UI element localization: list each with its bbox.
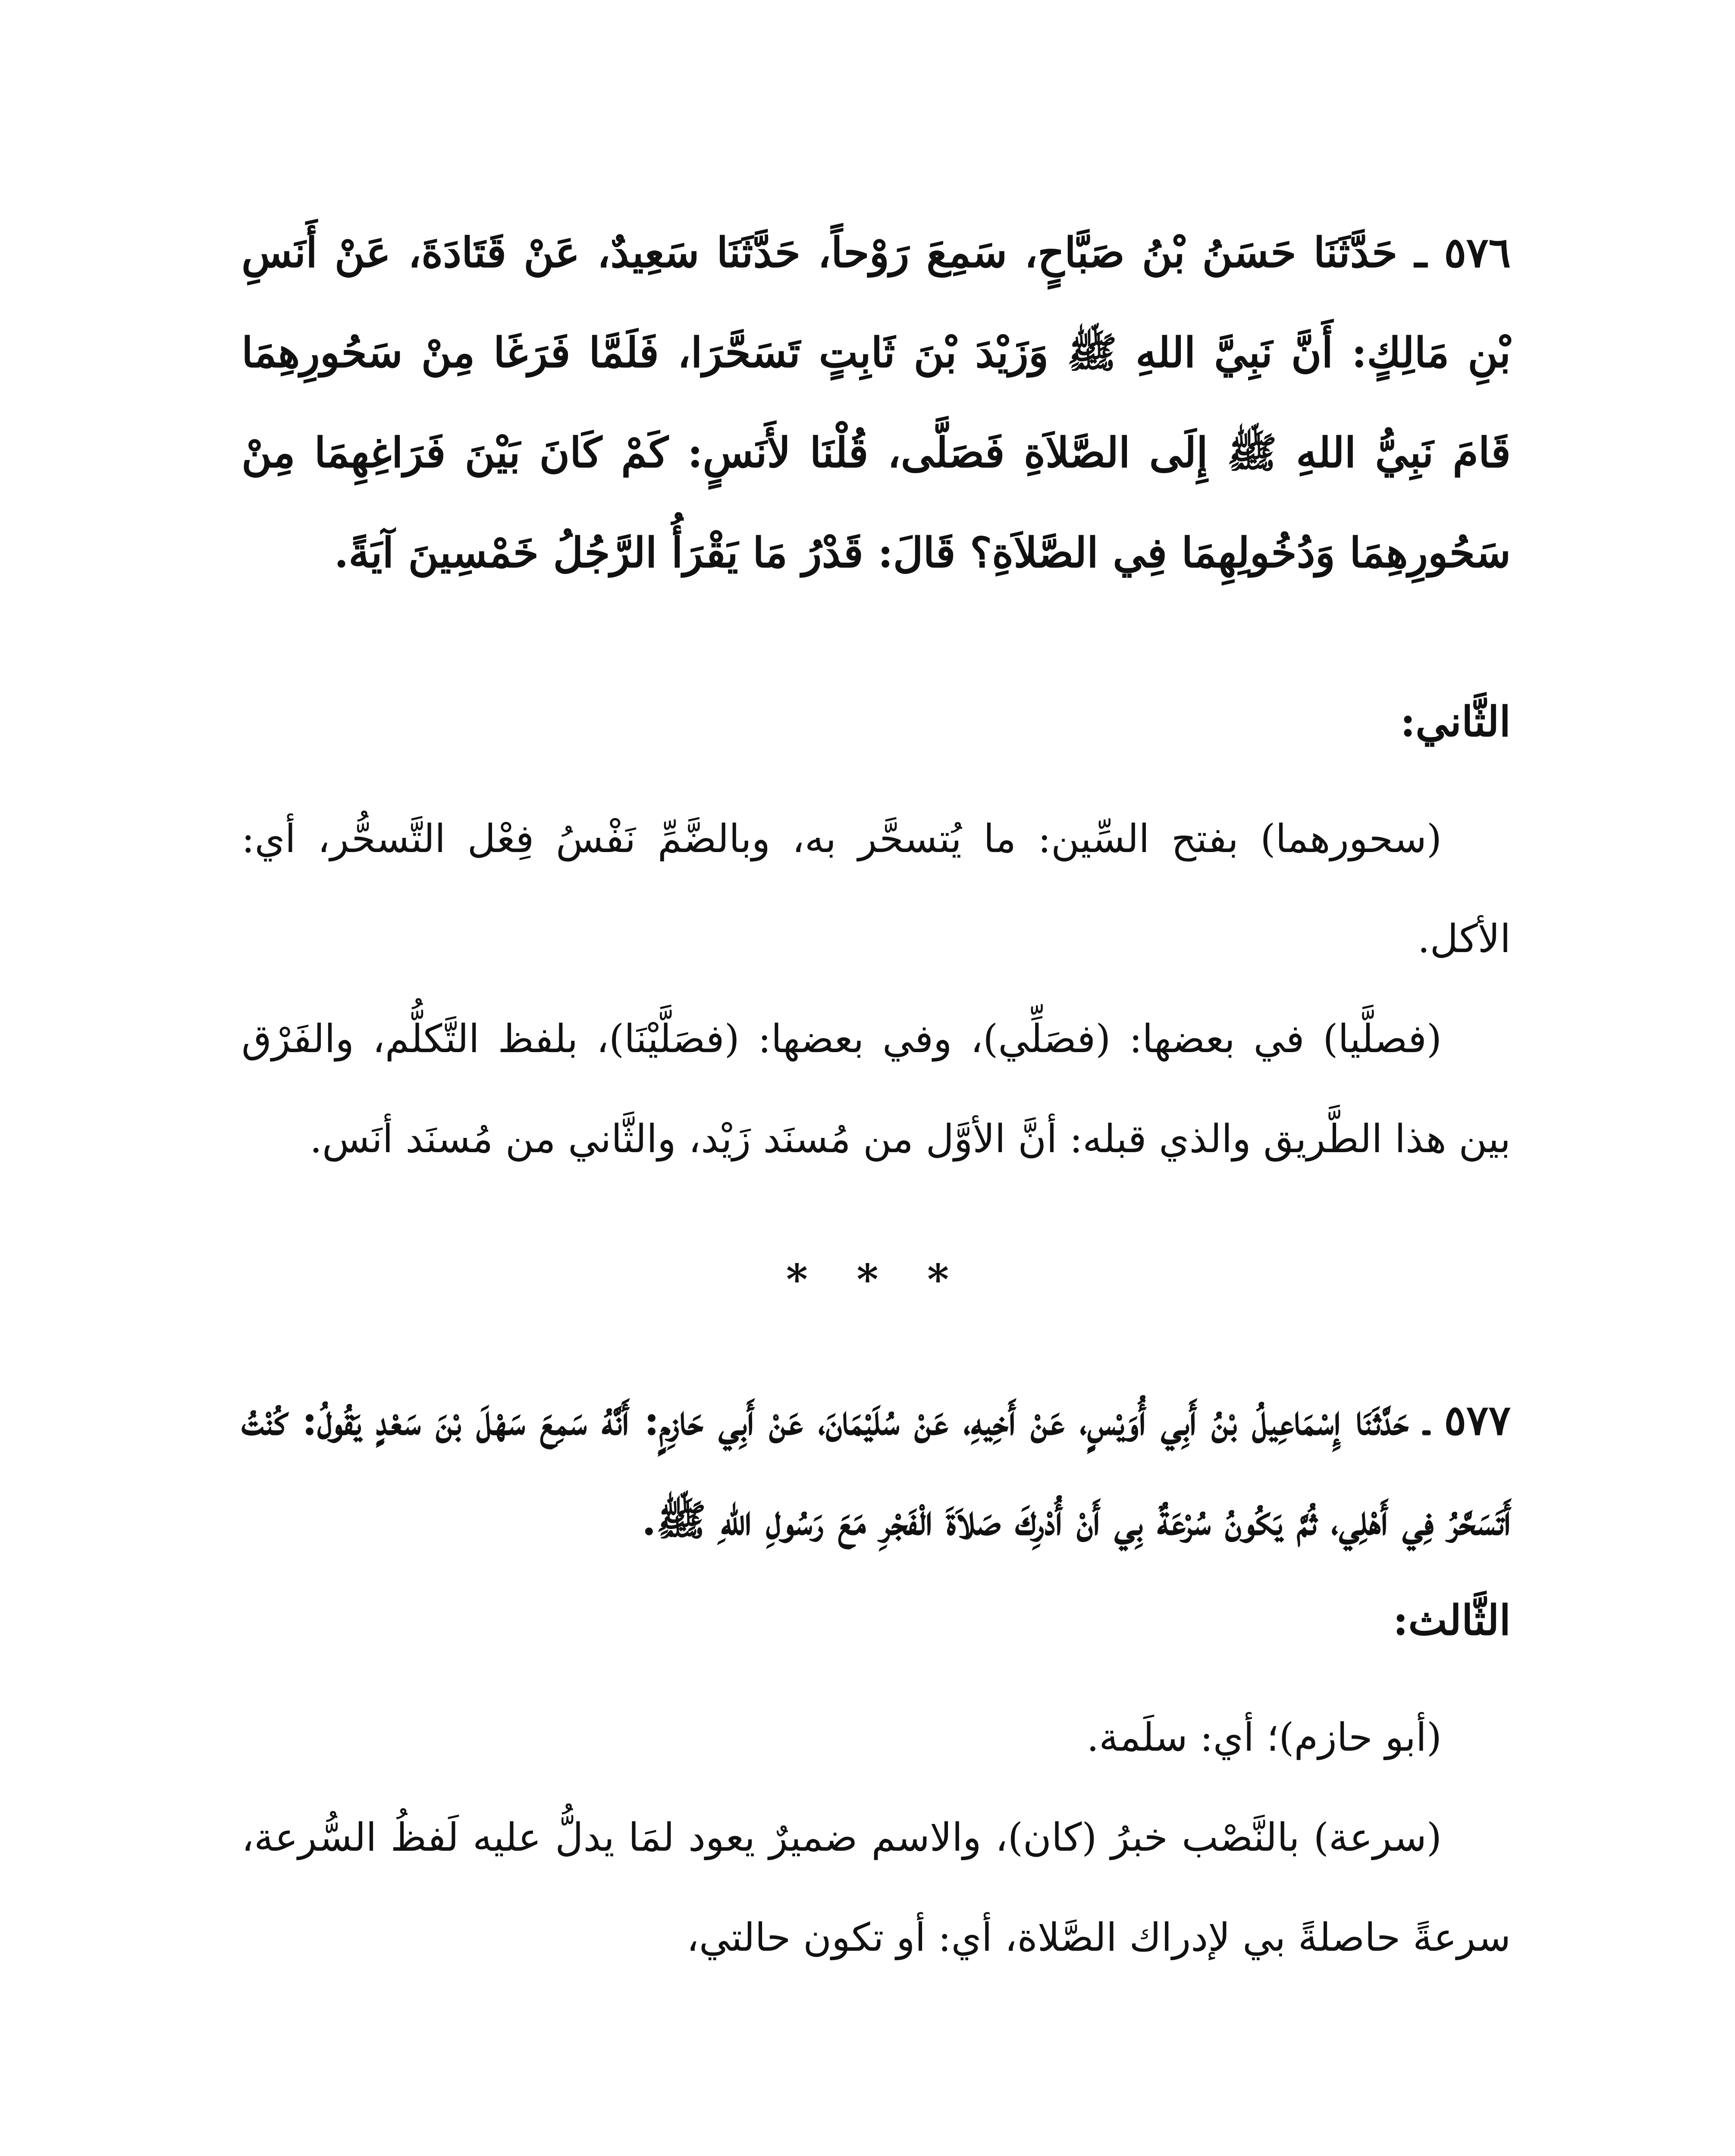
spacer xyxy=(242,1189,1511,1237)
commentary-paragraph: (سحورهما) بفتح السِّين: ما يُتسحَّر به، وبالضَّمِّ نَفْسُ فِعْل التَّسحُّر، أي: الأكل. xyxy=(242,816,1511,962)
section-heading-second: الثَّاني: xyxy=(1400,697,1511,746)
commentary-paragraph: (سرعة) بالنَّصْب خبرُ (كان)، والاسم ضميرٌ يعود لمَا يدلُّ عليه لَفظُ السُّرعة، سرعةً حاصلةً بي لإدراك الصَّلاة، أي: أو تكون حالتي، xyxy=(242,1815,1511,1960)
hadith-577-text: ٥٧٧ ـ حَدَّثَنَا إِسْمَاعِيلُ بْنُ أَبِي أُوَيْسٍ، عَنْ أَخِيهِ، عَنْ سُلَيْمَانَ، عَنْ أَبِي حَازِمٍ: أَنَّهُ سَمِعَ سَهْلَ بْنَ سَعْدٍ يَقُولُ: كُنْتُ أَتَسَحَّرُ فِي أَهْلِي، ثُمَّ يَكُونُ سُرْعَةٌ بِي أَنْ أُدْرِكَ صَلاَةَ الْفَجْرِ مَعَ رَسُولِ اللهِ ﷺ. xyxy=(242,1396,1511,1545)
spacer xyxy=(242,603,1511,672)
hadith-576-text: ٥٧٦ ـ حَدَّثَنَا حَسَنُ بْنُ صَبَّاحٍ، سَمِعَ رَوْحاً، حَدَّثَنَا سَعِيدٌ، عَنْ قَتَادَةَ، عَنْ أَنَسِ بْنِ مَالِكٍ: أَنَّ نَبِيَّ اللهِ ﷺ وَزَيْدَ بْنَ ثَابِتٍ تَسَحَّرَا، فَلَمَّا فَرَغَا مِنْ سَحُورِهِمَا قَامَ نَبِيُّ اللهِ ﷺ إِلَى الصَّلاَةِ فَصَلَّى، قُلْنَا لأَنَسٍ: كَمْ كَانَ بَيْنَ فَرَاغِهِمَا مِنْ سَحُورِهِمَا وَدُخُولِهِمَا فِي الصَّلاَةِ؟ قَالَ: قَدْرُ مَا يَقْرَأُ الرَّجُلُ خَمْسِينَ آيَةً. xyxy=(242,228,1511,577)
spacer xyxy=(242,1323,1511,1370)
commentary-paragraph: (أبو حازم)؛ أي: سلَمة. xyxy=(1086,1715,1442,1760)
spacer xyxy=(242,772,1511,789)
section-heading-third: الثَّالث: xyxy=(1393,1596,1511,1645)
spacer xyxy=(242,1670,1511,1688)
page-body xyxy=(242,203,1511,1988)
commentary-paragraph: (فصلَّيا) في بعضها: (فصَلِّي)، وفي بعضها: (فصَلَّيْنَا)، بلفظ التَّكلُّم، والفَرْق بين هذا الطَّريق والذي قبله: أنَّ الأوَّل من مُسنَد زَيْد، والثَّاني من مُسنَد أنَس. xyxy=(242,1016,1511,1162)
section-separator: * * * xyxy=(786,1255,966,1304)
